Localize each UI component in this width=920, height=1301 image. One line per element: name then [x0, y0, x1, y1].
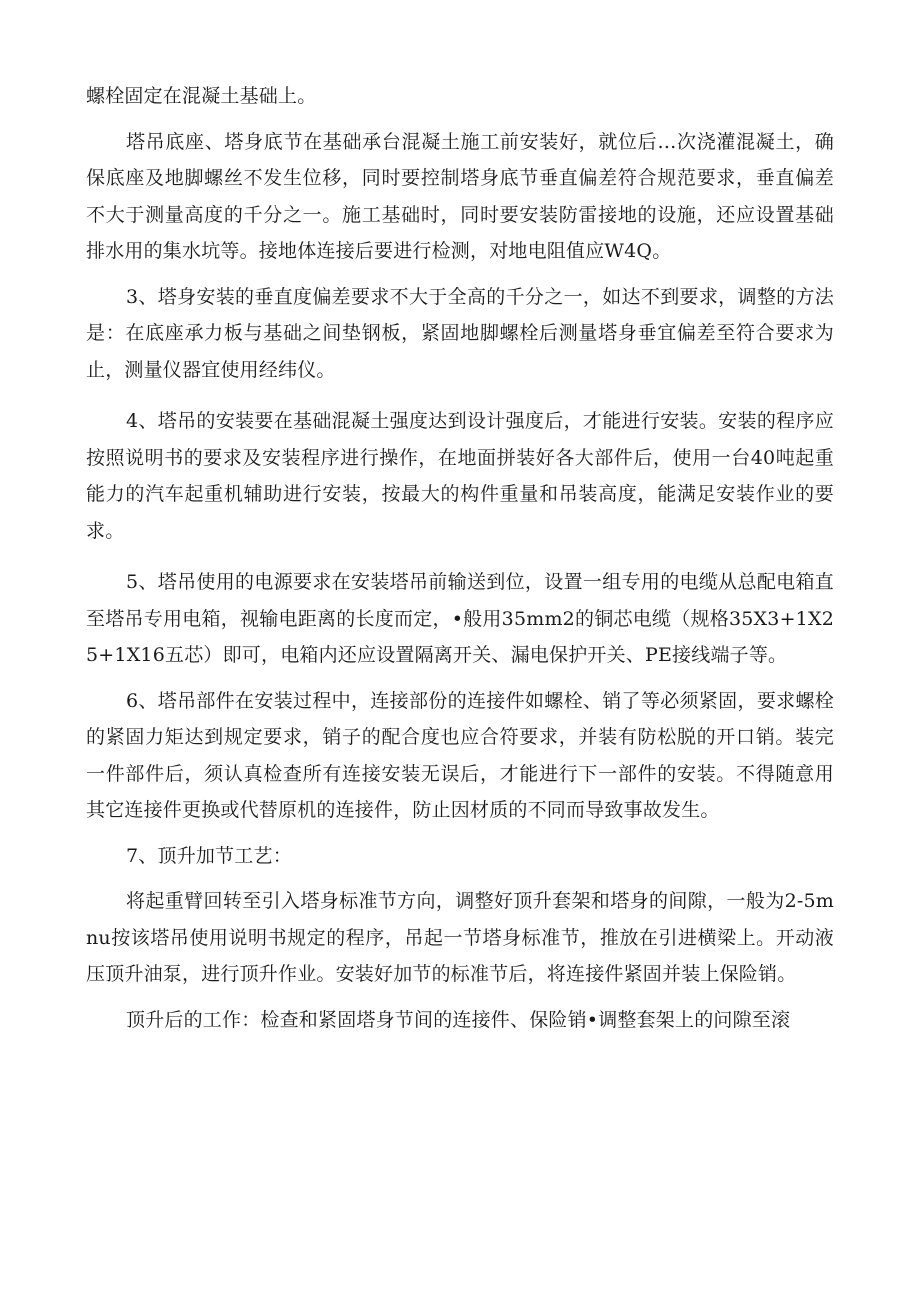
paragraph-item-7-heading: 7、顶升加节工艺：	[126, 844, 292, 867]
paragraph-item-5: 5、塔吊使用的电源要求在安装塔吊前输送到位，设置一组专用的电缆从总配电箱直至塔吊专用电箱，视输电距离的长度而定，•般用35mm2的铜芯电缆（规格35X3+1X25+1X16五芯）即可，电箱内还应设置隔离开关、漏电保护开关、PE接线端子等。	[86, 571, 834, 666]
paragraph-base-installation: 塔吊底座、塔身底节在基础承台混凝土施工前安装好，就位后…次浇灌混凝土，确保底座及地脚螺丝不发生位移，同时要控制塔身底节垂直偏差符合规范要求，垂直偏差不大于测量高度的千分之一。施工基础时，同时要安装防雷接地的设施，还应设置基础排水用的集水坑等。接地体连接后要进行检测，对地电阻值应W4Q。	[86, 130, 834, 262]
paragraph-after-jacking: 顶升后的工作：检查和紧固塔身节间的连接件、保险销•调整套架上的问隙至滚	[126, 1008, 791, 1031]
paragraph-item-4: 4、塔吊的安装要在基础混凝土强度达到设计强度后，才能进行安装。安装的程序应按照说明书的要求及安装程序进行操作，在地面拼装好各大部件后，使用一台40吨起重能力的汽车起重机辅助进行安装，按最大的构件重量和吊装高度，能满足安装作业的要求。	[86, 410, 834, 542]
paragraph-jacking-process: 将起重臂回转至引入塔身标准节方向，调整好顶升套架和塔身的间隙，一般为2-5mnu按该塔吊使用说明书规定的程序，吊起一节塔身标准节，推放在引进横梁上。开动液压顶升油泵，进行顶升作业。安装好加节的标准节后，将连接件紧固并装上保险销。	[86, 890, 834, 985]
paragraph-continuation: 螺栓固定在混凝土基础上。	[86, 85, 317, 107]
paragraph-item-3: 3、塔身安装的垂直度偏差要求不大于全高的千分之一，如达不到要求，调整的方法是：在底座承力板与基础之间垫钢板，紧固地脚螺栓后测量塔身垂宜偏差至符合要求为止，测量仪器宜使用经纬仪。	[86, 285, 834, 381]
paragraph-item-6: 6、塔吊部件在安装过程中，连接部份的连接件如螺栓、销了等必须紧固，要求螺栓的紧固力矩达到规定要求，销子的配合度也应合符要求，并装有防松脱的开口销。装完一件部件后，须认真检查所有连接安装无误后，才能进行下一部件的安装。不得随意用其它连接件更换或代替原机的连接件，防止因材质的不同而导致事故发生。	[86, 689, 834, 821]
